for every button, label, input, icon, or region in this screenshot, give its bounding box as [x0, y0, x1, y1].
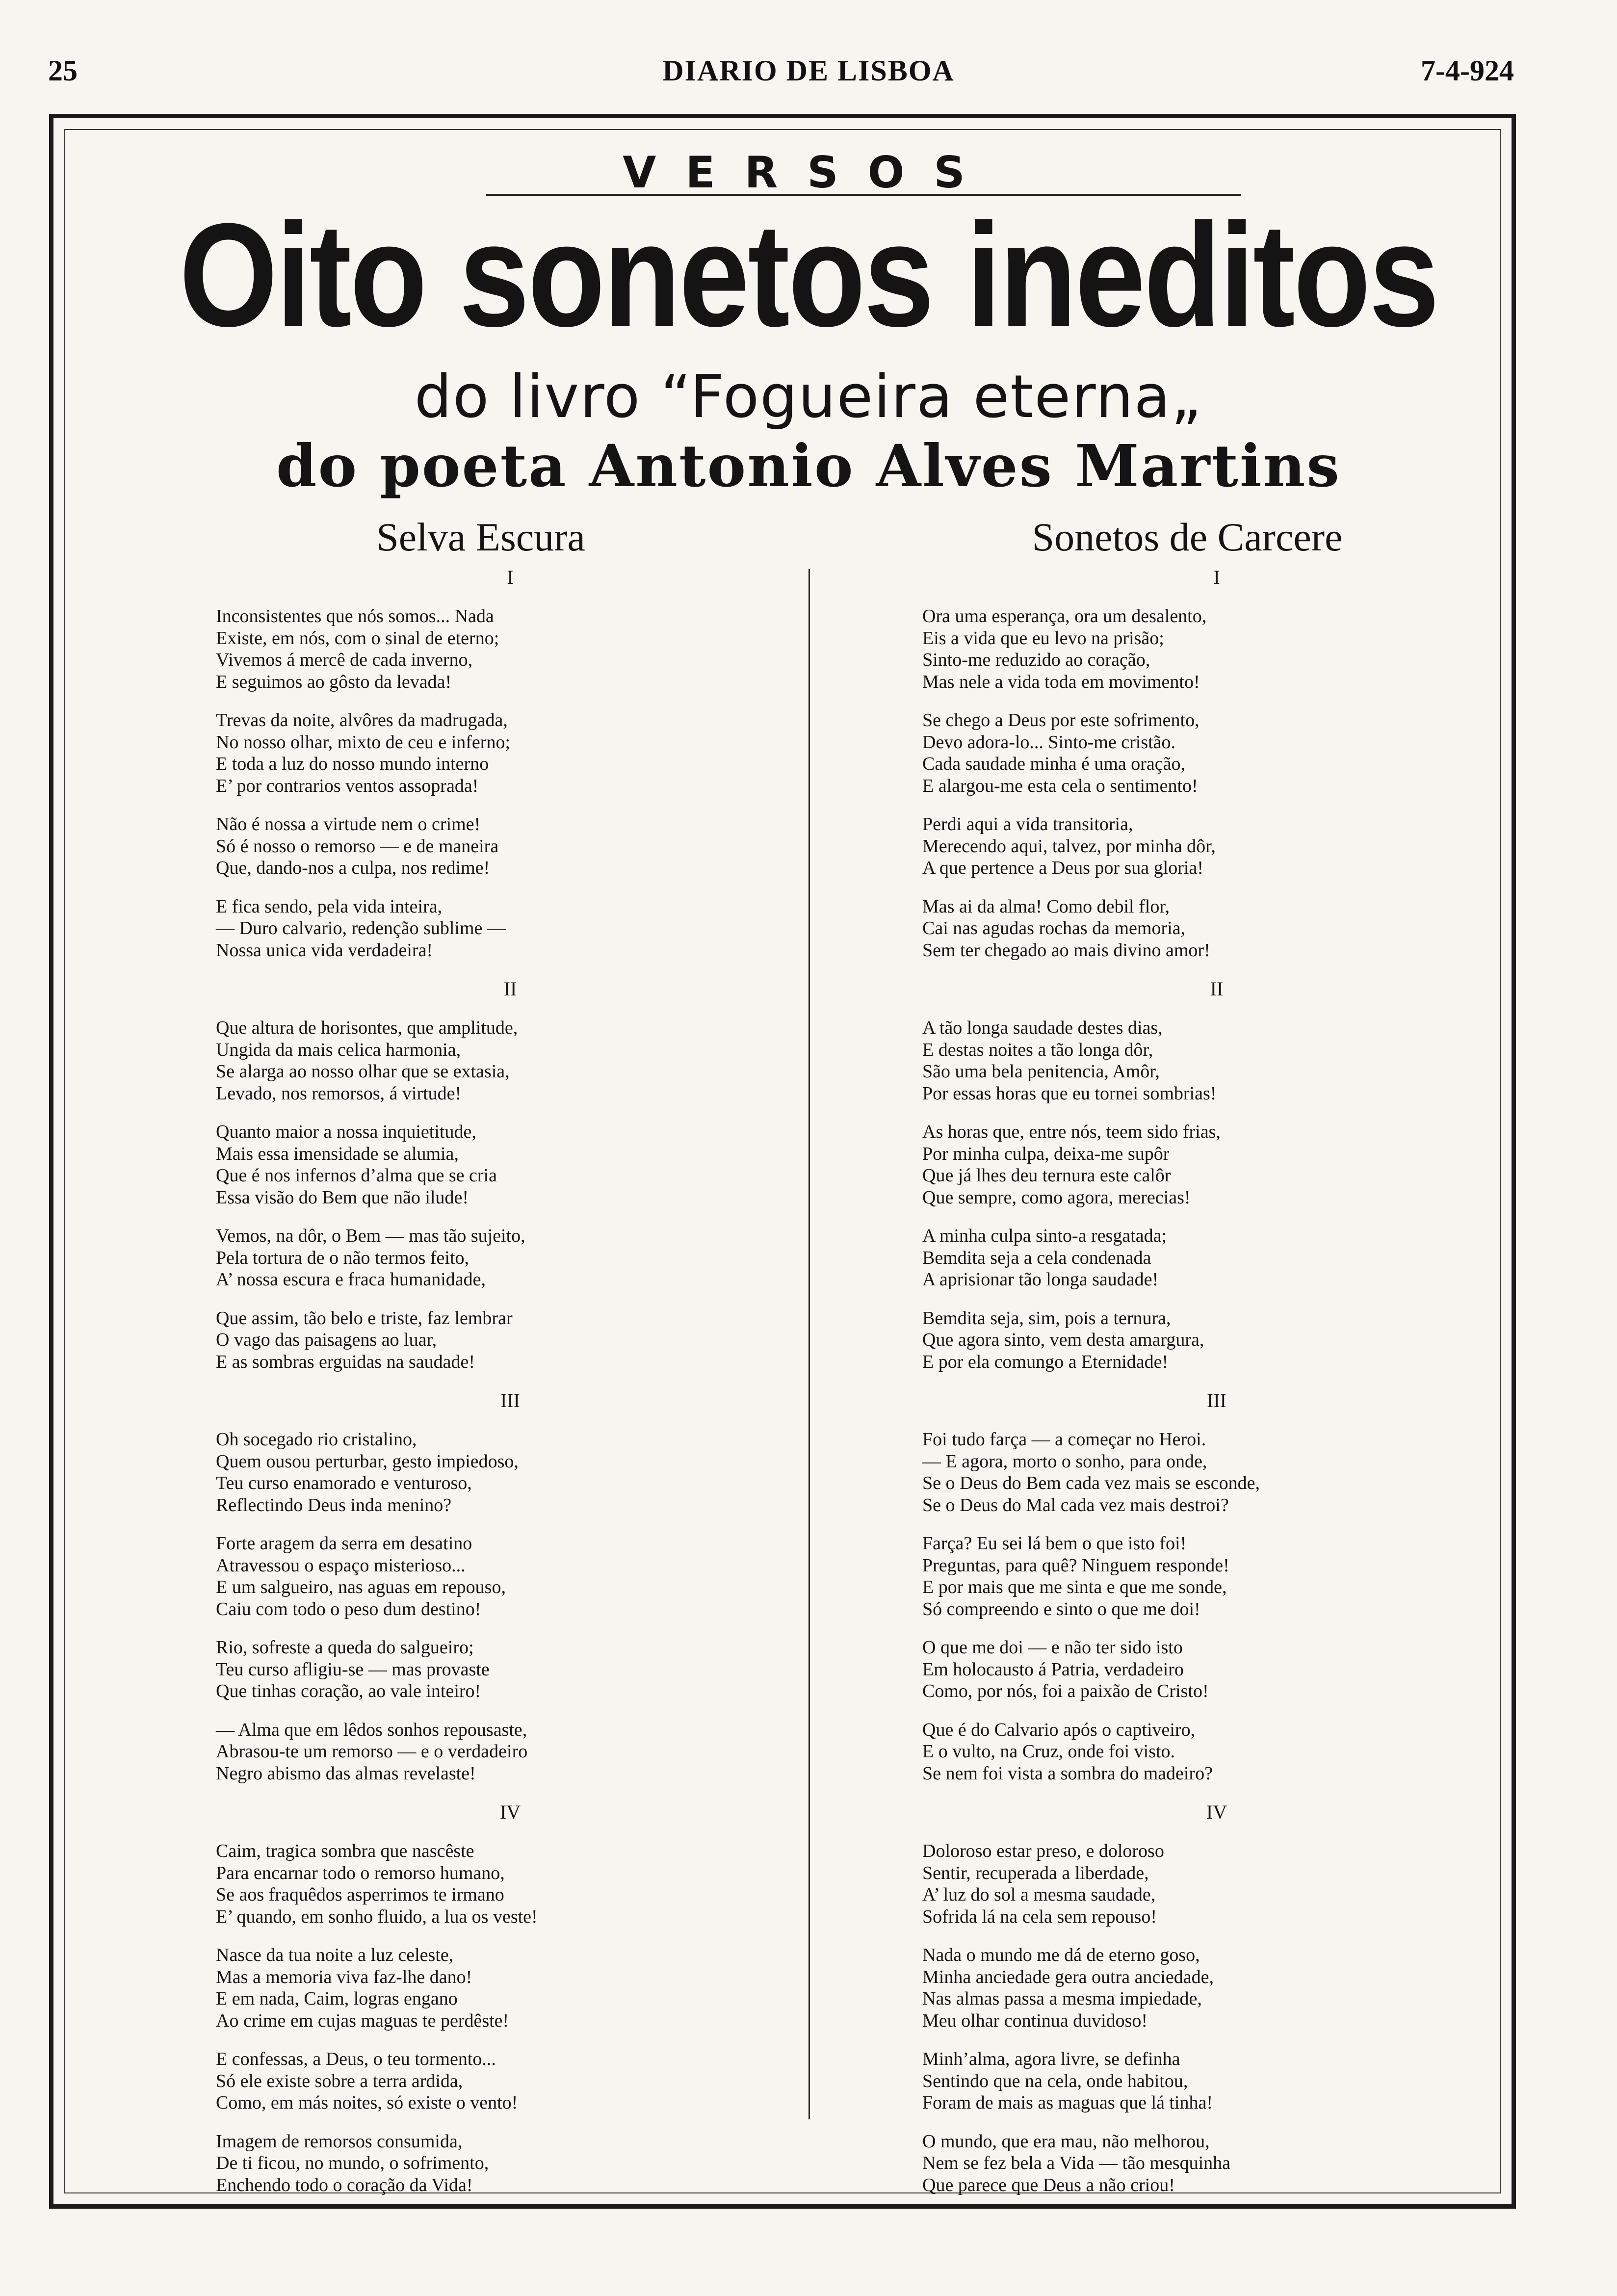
- verse-line: Que, dando-nos a culpa, nos redime!: [216, 858, 490, 878]
- stanza: [922, 1429, 1511, 1516]
- verse-line: Perdi aqui a vida transitoria,: [922, 814, 1133, 835]
- column-title: Sonetos de Carcere: [1032, 515, 1343, 559]
- verse-line: Se o Deus do Bem cada vez mais se esconde,: [922, 1473, 1260, 1493]
- stanza: [216, 2131, 805, 2196]
- verse-line: Inconsistentes que nós somos... Nada: [216, 606, 494, 626]
- verse-line: Caiu com todo o peso dum destino!: [216, 1598, 481, 1619]
- verse-line: E alargou-me esta cela o sentimento!: [922, 775, 1198, 796]
- stanza: [216, 2048, 805, 2114]
- verse-line: A que pertence a Deus por sua gloria!: [922, 858, 1203, 878]
- sonnet-numeral: I: [507, 566, 514, 588]
- verse-line: Bemdita seja, sim, pois a ternura,: [922, 1307, 1171, 1329]
- subheadline: do livro “Fogueira eterna„: [414, 363, 1203, 431]
- stanza: [922, 605, 1511, 693]
- verse-line: As horas que, entre nós, teem sido frias,: [922, 1122, 1221, 1142]
- verse-line: O que me doi — e não ter sido isto: [922, 1637, 1183, 1658]
- verse-line: Que tinhas coração, ao vale inteiro!: [216, 1681, 481, 1701]
- page-number: 25: [48, 54, 78, 87]
- verse-line: Mas ai da alma! Como debil flor,: [922, 896, 1170, 917]
- verse-line: Eis a vida que eu levo na prisão;: [922, 627, 1164, 649]
- verse-line: A’ luz do sol a mesma saudade,: [922, 1884, 1156, 1905]
- verse-line: Sofrida lá na cela sem repouso!: [922, 1906, 1157, 1927]
- verse-line: Nem se fez bela a Vida — tão mesquinha: [922, 2153, 1231, 2173]
- verse-line: E destas noites a tão longa dôr,: [922, 1039, 1153, 1060]
- verse-line: Teu curso afligiu-se — mas provaste: [216, 1659, 490, 1680]
- stanza: [922, 1944, 1511, 2032]
- verse-line: E confessas, a Deus, o teu tormento...: [216, 2049, 496, 2069]
- stanza: [922, 1307, 1511, 1373]
- verse-line: Se o Deus do Mal cada vez mais destroi?: [922, 1494, 1229, 1515]
- verse-line: Que já lhes deu ternura este calôr: [922, 1165, 1171, 1186]
- stanza: [922, 2048, 1511, 2114]
- verse-line: Reflectindo Deus inda menino?: [216, 1494, 452, 1515]
- verse-line: Preguntas, para quê? Ninguem responde!: [922, 1555, 1229, 1576]
- verse-line: Quanto maior a nossa inquietitude,: [216, 1122, 476, 1142]
- verse-line: Que parece que Deus a não criou!: [922, 2174, 1175, 2195]
- verse-line: E por ela comungo a Eternidade!: [922, 1351, 1169, 1372]
- verse-line: Enchendo todo o coração da Vida!: [216, 2174, 473, 2195]
- stanza: [216, 1121, 805, 1208]
- verse-line: E as sombras erguidas na saudade!: [216, 1351, 475, 1372]
- stanza: [216, 813, 805, 879]
- verse-line: De ti ficou, no mundo, o sofrimento,: [216, 2153, 489, 2173]
- verse-line: Vivemos á mercê de cada inverno,: [216, 650, 473, 670]
- stanza: [216, 1840, 805, 1928]
- verse-line: Meu olhar continua duvidoso!: [922, 2010, 1148, 2031]
- verse-line: Negro abismo das almas revelaste!: [216, 1763, 476, 1784]
- verse-line: Essa visão do Bem que não ilude!: [216, 1187, 469, 1208]
- verse-line: E’ por contrarios ventos assoprada!: [216, 775, 479, 796]
- verse-line: Levado, nos remorsos, á virtude!: [216, 1083, 462, 1104]
- verse-line: Cai nas agudas rochas da memoria,: [922, 918, 1186, 939]
- issue-date: 7-4-924: [1421, 54, 1514, 87]
- verse-line: E por mais que me sinta e que me sonde,: [922, 1577, 1227, 1597]
- verse-line: Que altura de horisontes, que amplitude,: [216, 1018, 518, 1038]
- verse-line: Mas nele a vida toda em movimento!: [922, 671, 1200, 692]
- verse-line: Sentindo que na cela, onde habitou,: [922, 2070, 1188, 2091]
- verse-line: Para encarnar todo o remorso humano,: [216, 1862, 505, 1883]
- verse-line: A tão longa saudade destes dias,: [922, 1018, 1163, 1038]
- verse-line: Abrasou-te um remorso — e o verdadeiro: [216, 1741, 528, 1762]
- verse-line: Só é nosso o remorso — e de maneira: [216, 835, 499, 857]
- verse-line: Atravessou o espaço misterioso...: [216, 1555, 466, 1576]
- stanza: [922, 1637, 1511, 1702]
- verse-line: Não é nossa a virtude nem o crime!: [216, 814, 481, 835]
- verse-line: Se chego a Deus por este sofrimento,: [922, 710, 1200, 731]
- sonnet-numeral: II: [503, 978, 517, 1000]
- stanza: [216, 1225, 805, 1291]
- verse-line: Caim, tragica sombra que nascêste: [216, 1841, 474, 1861]
- verse-line: E’ quando, em sonho fluido, a lua os veste!: [216, 1906, 538, 1927]
- verse-line: Trevas da noite, alvôres da madrugada,: [216, 710, 508, 731]
- stanza: [216, 709, 805, 797]
- stanza: [922, 709, 1511, 797]
- verse-line: Como, por nós, foi a paixão de Cristo!: [922, 1681, 1209, 1701]
- verse-line: Ora uma esperança, ora um desalento,: [922, 606, 1207, 626]
- stanza: [216, 1944, 805, 2032]
- verse-line: — Duro calvario, redenção sublime —: [216, 918, 506, 939]
- sonnet-numeral: IV: [1206, 1801, 1227, 1823]
- sonnet-numeral: III: [1207, 1389, 1226, 1411]
- column-selva-escura: [216, 515, 805, 2213]
- verse-line: E em nada, Caim, logras engano: [216, 1988, 458, 2009]
- verse-line: O vago das paisagens ao luar,: [216, 1330, 437, 1350]
- stanza: [922, 1533, 1511, 1620]
- stanza: [216, 1017, 805, 1104]
- verse-line: Que assim, tão belo e triste, faz lembrar: [216, 1307, 513, 1329]
- verse-line: Vemos, na dôr, o Bem — mas tão sujeito,: [216, 1226, 525, 1246]
- verse-line: Ao crime em cujas maguas te perdêste!: [216, 2010, 509, 2031]
- verse-line: Forte aragem da serra em desatino: [216, 1533, 472, 1554]
- verse-line: Pela tortura de o não termos feito,: [216, 1247, 469, 1268]
- stanza: [216, 1637, 805, 1702]
- verse-line: Existe, em nós, com o sinal de eterno;: [216, 627, 499, 649]
- verse-line: E fica sendo, pela vida inteira,: [216, 896, 443, 917]
- verse-line: Doloroso estar preso, e doloroso: [922, 1841, 1164, 1861]
- section-title: VERSOS: [623, 147, 994, 198]
- verse-line: Sem ter chegado ao mais divino amor!: [922, 939, 1210, 961]
- stanza: [216, 1719, 805, 1785]
- stanza: [922, 896, 1511, 962]
- stanza: [922, 1017, 1511, 1104]
- stanza: [922, 1225, 1511, 1291]
- sonnet-numeral: I: [1213, 566, 1220, 588]
- stanza: [216, 1307, 805, 1373]
- stanza: [216, 1429, 805, 1516]
- verse-line: A aprisionar tão longa saudade!: [922, 1269, 1159, 1290]
- verse-line: E toda a luz do nosso mundo interno: [216, 754, 489, 774]
- column-sonetos-de-carcere: [922, 515, 1511, 2213]
- verse-line: Merecendo aqui, talvez, por minha dôr,: [922, 835, 1216, 857]
- verse-line: E o vulto, na Cruz, onde foi visto.: [922, 1741, 1175, 1762]
- verse-line: Como, em más noites, só existe o vento!: [216, 2092, 518, 2113]
- verse-line: Que é do Calvario após o captiveiro,: [922, 1719, 1196, 1740]
- column-title: Selva Escura: [376, 515, 585, 559]
- verse-line: O mundo, que era mau, não melhorou,: [922, 2131, 1210, 2152]
- stanza: [922, 1840, 1511, 1928]
- verse-line: Nasce da tua noite a luz celeste,: [216, 1945, 454, 1965]
- verse-line: — E agora, morto o sonho, para onde,: [922, 1451, 1207, 1472]
- verse-line: Mais essa imensidade se alumia,: [216, 1143, 459, 1164]
- verse-line: Cada saudade minha é uma oração,: [922, 754, 1185, 774]
- verse-line: Devo adora-lo... Sinto-me cristão.: [922, 731, 1176, 753]
- verse-line: Imagem de remorsos consumida,: [216, 2131, 463, 2152]
- verse-line: Teu curso enamorado e venturoso,: [216, 1473, 472, 1493]
- verse-line: No nosso olhar, mixto de ceu e inferno;: [216, 731, 511, 753]
- verse-line: Nas almas passa a mesma impiedade,: [922, 1988, 1202, 2009]
- verse-line: Minha anciedade gera outra anciedade,: [922, 1966, 1214, 1987]
- verse-line: Que sempre, como agora, merecias!: [922, 1187, 1191, 1208]
- verse-line: Por essas horas que eu tornei sombrias!: [922, 1083, 1217, 1104]
- verse-line: Quem ousou perturbar, gesto impiedoso,: [216, 1451, 519, 1472]
- stanza: [922, 2131, 1511, 2196]
- verse-line: E seguimos ao gôsto da levada!: [216, 671, 452, 692]
- headline: Oito sonetos ineditos: [179, 192, 1438, 357]
- sonnet-numeral: II: [1210, 978, 1224, 1000]
- newspaper-name: DIARIO DE LISBOA: [662, 54, 955, 87]
- stanza: [216, 605, 805, 693]
- verse-line: Se aos fraquêdos asperrimos te irmano: [216, 1884, 504, 1905]
- verse-line: Nossa unica vida verdadeira!: [216, 939, 433, 961]
- verse-line: Que é nos infernos d’alma que se cria: [216, 1165, 497, 1186]
- verse-line: Rio, sofreste a queda do salgueiro;: [216, 1637, 474, 1658]
- stanza: [922, 1719, 1511, 1785]
- verse-line: A minha culpa sinto-a resgatada;: [922, 1226, 1167, 1246]
- stanza: [216, 896, 805, 962]
- verse-line: Oh socegado rio cristalino,: [216, 1429, 417, 1450]
- verse-line: Se nem foi vista a sombra do madeiro?: [922, 1763, 1213, 1784]
- verse-line: E um salgueiro, nas aguas em repouso,: [216, 1577, 506, 1597]
- verse-line: Sentir, recuperada a liberdade,: [922, 1862, 1149, 1883]
- stanza: [216, 1533, 805, 1620]
- verse-line: São uma bela penitencia, Amôr,: [922, 1061, 1160, 1082]
- byline: do poeta Antonio Alves Martins: [276, 432, 1341, 500]
- stanza: [922, 813, 1511, 879]
- verse-line: Que agora sinto, vem desta amargura,: [922, 1330, 1204, 1350]
- verse-line: Foram de mais as maguas que lá tinha!: [922, 2092, 1213, 2113]
- verse-line: Minh’alma, agora livre, se definha: [922, 2049, 1180, 2069]
- verse-line: Só compreendo e sinto o que me doi!: [922, 1598, 1200, 1619]
- verse-line: Foi tudo farça — a começar no Heroi.: [922, 1429, 1206, 1450]
- verse-line: Bemdita seja a cela condenada: [922, 1247, 1151, 1268]
- verse-line: Só ele existe sobre a terra ardida,: [216, 2070, 463, 2091]
- verse-line: Mas a memoria viva faz-lhe dano!: [216, 1966, 472, 1987]
- verse-line: Ungida da mais celica harmonia,: [216, 1039, 461, 1060]
- verse-line: Sinto-me reduzido ao coração,: [922, 650, 1150, 670]
- verse-line: Em holocausto á Patria, verdadeiro: [922, 1659, 1184, 1680]
- verse-line: A’ nossa escura e fraca humanidade,: [216, 1269, 486, 1290]
- stanza: [922, 1121, 1511, 1208]
- verse-line: — Alma que em lêdos sonhos repousaste,: [216, 1719, 527, 1740]
- column-divider: [808, 569, 810, 2119]
- verse-line: Nada o mundo me dá de eterno goso,: [922, 1945, 1200, 1965]
- verse-line: Farça? Eu sei lá bem o que isto foi!: [922, 1533, 1187, 1554]
- sonnet-numeral: IV: [499, 1801, 521, 1823]
- verse-line: Se alarga ao nosso olhar que se extasia,: [216, 1061, 510, 1082]
- sonnet-numeral: III: [500, 1389, 520, 1411]
- verse-line: Por minha culpa, deixa-me supôr: [922, 1143, 1170, 1164]
